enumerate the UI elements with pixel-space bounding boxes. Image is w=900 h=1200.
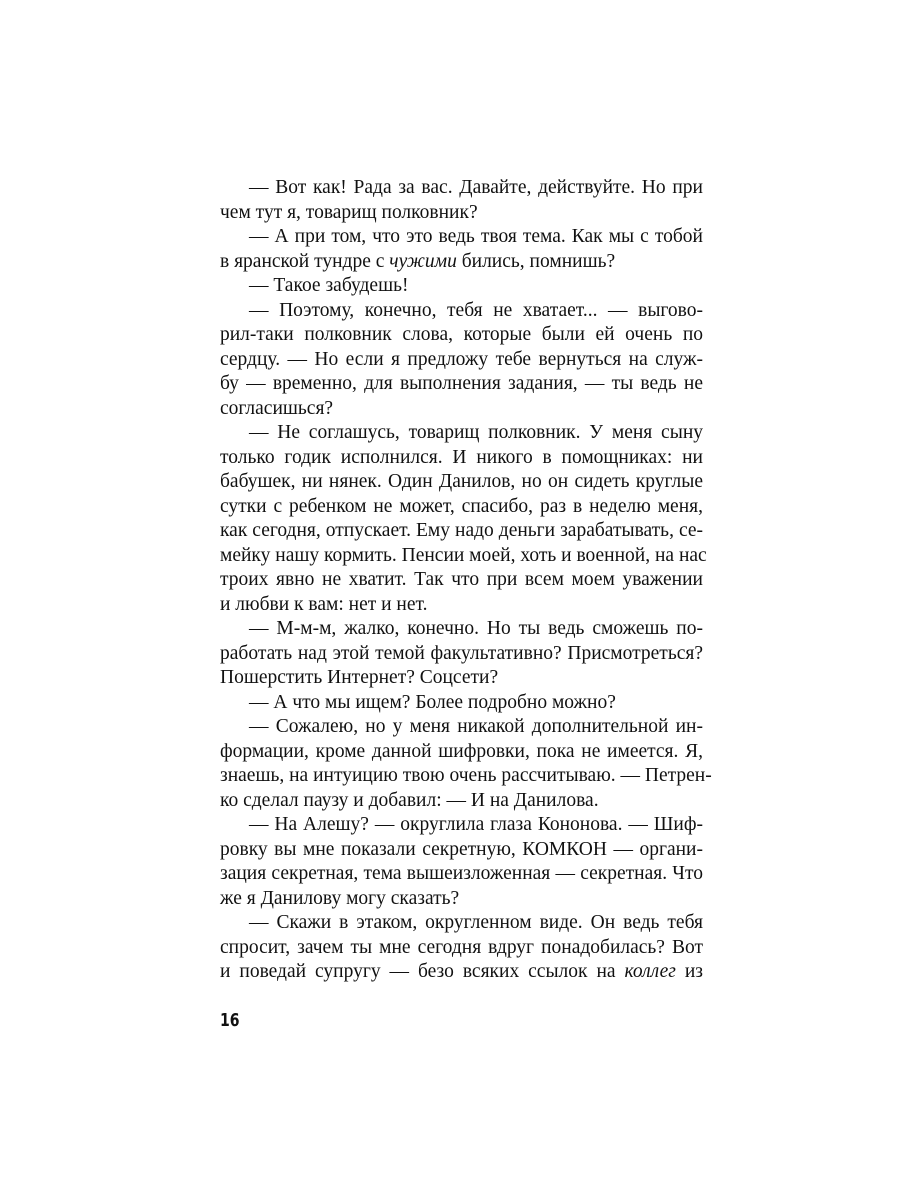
paragraph [220, 274, 703, 299]
text-line: же я Данилову могу сказать? [220, 887, 460, 909]
text-line: — На Алешу? — округлила глаза Кононова. — Шиф- [249, 814, 703, 835]
text-line: и любви к вам: нет и нет. [220, 593, 428, 615]
text-line: — Такое забудешь! [249, 275, 409, 296]
text-line: сердцу. — Но если я предложу тебе вернуться на служ- [220, 348, 703, 370]
text-line: мейку нашу кормить. Пенсии моей, хоть и военной, на нас [220, 544, 707, 566]
body-text [220, 176, 712, 985]
text-line: ровку вы мне показали секретную, КОМКОН — органи- [220, 838, 703, 860]
text-line: знаешь, на интуицию твою очень рассчитываю. — Петрен- [220, 765, 712, 786]
text-line [220, 250, 703, 275]
text-line: бу — временно, для выполнения задания, — ты ведь не [220, 373, 703, 394]
paragraph [220, 225, 703, 274]
italic-word: чужими [389, 250, 457, 272]
text-line: работать над этой темой факультативно? Присмотреться? [220, 642, 703, 664]
text-line [220, 960, 703, 985]
text-run: бились, помнишь? [456, 250, 616, 272]
paragraph [220, 299, 703, 422]
text-line: — Сожалею, но у меня никакой дополнительной ин- [249, 716, 703, 737]
paragraph [220, 421, 707, 617]
text-line: — А что мы ищем? Более подробно можно? [249, 691, 616, 713]
paragraph [220, 813, 703, 911]
paragraph [220, 176, 703, 225]
text-line: — Не соглашусь, товарищ полковник. У меня сыну [249, 422, 703, 443]
text-run: и поведай супругу — безо всяких ссылок на [220, 961, 625, 982]
text-line: — М-м-м, жалко, конечно. Но ты ведь сможешь по- [249, 618, 703, 639]
text-line: Пошерстить Интернет? Соцсети? [220, 667, 499, 688]
text-line: как сегодня, отпускает. Ему надо деньги зарабатывать, се- [220, 520, 703, 541]
text-line: согласишься? [220, 397, 334, 419]
text-line: чем тут я, товарищ полковник? [220, 201, 478, 223]
text-line: — А при том, что это ведь твоя тема. Как мы с тобой [249, 226, 703, 247]
text-line: троих явно не хватит. Так что при всем моем уважении [220, 569, 703, 590]
text-line: только годик исполнился. И никого в помощниках: ни [220, 446, 703, 468]
text-line: рил-таки полковник слова, которые были ей очень по [220, 324, 703, 345]
text-line: спросит, зачем ты мне сегодня вдруг понадобилась? Вот [220, 936, 703, 958]
paragraph [220, 691, 703, 716]
text-line: формации, кроме данной шифровки, пока не имеется. Я, [220, 740, 703, 762]
text-line: — Скажи в этаком, округленном виде. Он ведь тебя [249, 912, 703, 933]
text-line: — Поэтому, конечно, тебя не хватает... — выгово- [249, 299, 703, 321]
text-line: ко сделал паузу и добавил: — И на Данилова. [220, 789, 599, 811]
text-line: сутки с ребенком не может, спасибо, раз в неделю меня, [220, 495, 703, 517]
paragraph [220, 715, 712, 813]
text-line: зация секретная, тема вышеизложенная — секретная. Что [220, 863, 703, 884]
paragraph [220, 617, 703, 691]
paragraph [220, 911, 703, 985]
italic-word: коллег [624, 961, 676, 982]
page-number: 16 [220, 1010, 240, 1031]
text-line: бабушек, ни нянек. Один Данилов, но он сидеть круглые [220, 471, 703, 492]
text-line: — Вот как! Рада за вас. Давайте, действуйте. Но при [249, 177, 703, 198]
text-run: в яранской тундре с [220, 250, 390, 272]
text-run: из [675, 961, 703, 982]
